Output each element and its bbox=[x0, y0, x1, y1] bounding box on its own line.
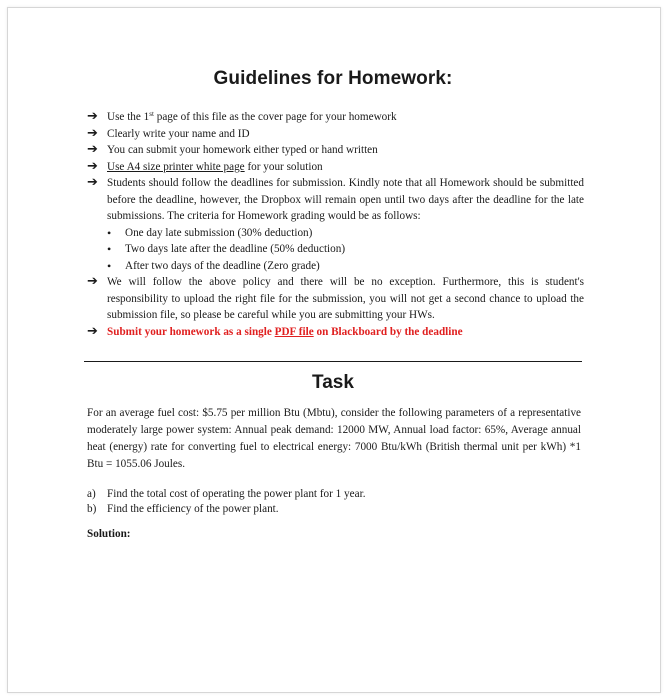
ordinal-suffix: st bbox=[149, 110, 154, 118]
guideline-item bbox=[87, 142, 584, 159]
bullet-icon: • bbox=[107, 258, 112, 273]
guideline-text: You can submit your homework either typed or hand written bbox=[107, 144, 378, 156]
question-item bbox=[87, 501, 581, 517]
pdf-file-link: PDF file bbox=[274, 325, 314, 338]
question-text: Find the total cost of operating the power plant for 1 year. bbox=[107, 488, 366, 500]
bullet-icon: • bbox=[107, 225, 112, 240]
guideline-item bbox=[87, 159, 584, 176]
question-item bbox=[87, 486, 581, 502]
task-title: Task bbox=[312, 372, 354, 393]
task-paragraph: For an average fuel cost: $5.75 per million Btu (Mbtu), consider the following parameters of a representative moderately large power system: Annual peak demand: 12000 MW, Annual load factor: 65%, Average annual heat (energy) rate for converting fuel to electrical energy: 7000 Btu/kWh (British thermal unit per kWh) *1 Btu = 1055.06 Joules. bbox=[87, 407, 581, 470]
arrow-right-icon: ➔ bbox=[87, 109, 98, 124]
guideline-text: for your solution bbox=[244, 160, 323, 173]
solution-label: Solution: bbox=[87, 528, 131, 540]
submit-instruction: Submit your homework as a single bbox=[107, 325, 275, 338]
penalty-text: One day late submission (30% deduction) bbox=[125, 226, 313, 239]
arrow-right-icon: ➔ bbox=[87, 158, 98, 174]
penalty-text: After two days of the deadline (Zero grade) bbox=[125, 259, 320, 272]
question-label: b) bbox=[87, 503, 97, 515]
penalty-item bbox=[87, 258, 584, 275]
arrow-right-icon: ➔ bbox=[87, 125, 98, 141]
section-divider bbox=[84, 361, 582, 362]
arrow-right-icon: ➔ bbox=[87, 142, 98, 157]
question-text: Find the efficiency of the power plant. bbox=[107, 503, 279, 515]
arrow-right-icon: ➔ bbox=[87, 323, 98, 339]
penalty-text: Two days late after the deadline (50% deduction) bbox=[125, 243, 346, 256]
question-label: a) bbox=[87, 488, 96, 500]
guideline-item bbox=[87, 109, 584, 126]
guideline-text: Clearly write your name and ID bbox=[107, 127, 250, 140]
arrow-right-icon: ➔ bbox=[87, 175, 98, 190]
guideline-item-submit bbox=[87, 324, 584, 341]
submit-instruction: on Blackboard by the deadline bbox=[313, 325, 463, 338]
guideline-text: Use the 1 bbox=[107, 111, 150, 123]
guidelines-title: Guidelines for Homework: bbox=[213, 68, 453, 89]
guidelines-list bbox=[87, 109, 584, 340]
guideline-item bbox=[87, 175, 584, 225]
guideline-text: page of this file as the cover page for your homework bbox=[153, 111, 397, 123]
arrow-right-icon: ➔ bbox=[87, 274, 98, 290]
bullet-icon: • bbox=[107, 242, 112, 257]
penalty-item bbox=[87, 225, 584, 242]
guideline-item bbox=[87, 274, 584, 324]
guideline-item bbox=[87, 126, 584, 143]
guideline-underlined-text: Use A4 size printer white page bbox=[107, 160, 245, 173]
guideline-text: Students should follow the deadlines for submission. Kindly note that all Homework should be submitted before the deadline, however, the Dropbox will remain open until two days after the deadline for the late submissions. The criteria for Homework grading would be as follows: bbox=[107, 177, 584, 222]
guideline-text: We will follow the above policy and there will be no exception. Furthermore, this is student's responsibility to upload the right file for the submission, you will not get a second chance to upload the submission file, so please be careful while you are submitting your HWs. bbox=[107, 276, 584, 322]
penalty-item bbox=[87, 241, 584, 258]
